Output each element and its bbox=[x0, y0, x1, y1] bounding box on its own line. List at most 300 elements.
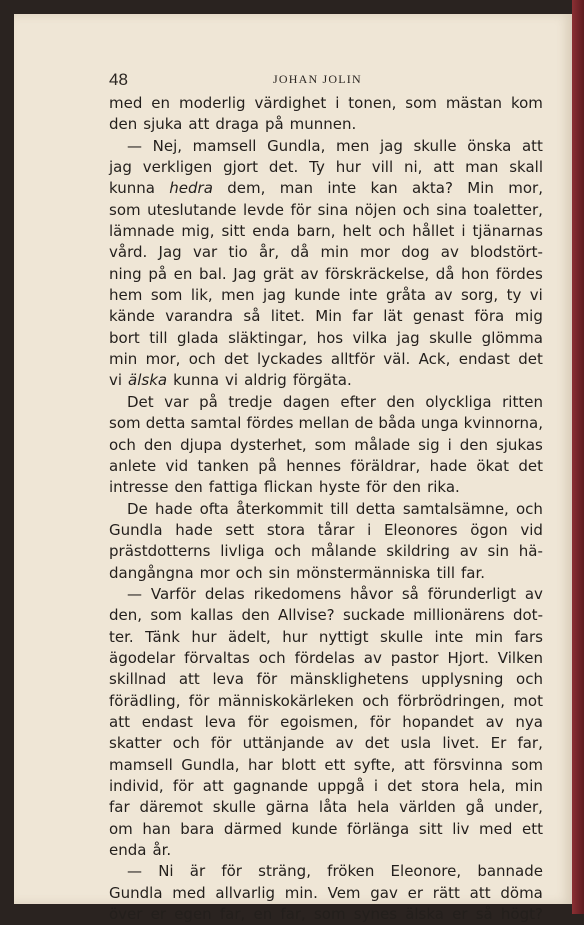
word: var bbox=[192, 243, 218, 262]
word: som bbox=[511, 755, 543, 774]
word: men bbox=[335, 136, 370, 155]
word: fröken bbox=[327, 862, 375, 881]
word: för bbox=[188, 691, 210, 710]
word: livliga bbox=[220, 542, 265, 561]
word: föra bbox=[474, 307, 505, 326]
word: att bbox=[403, 755, 425, 774]
word: med bbox=[109, 94, 143, 112]
word: väl. bbox=[383, 350, 411, 369]
word: tonen, bbox=[348, 94, 397, 112]
word: detta bbox=[145, 414, 186, 433]
word: under, bbox=[494, 798, 543, 817]
word: inte bbox=[327, 179, 357, 198]
word: att bbox=[469, 883, 491, 902]
word: försvinna bbox=[433, 755, 503, 774]
word: — bbox=[127, 584, 142, 603]
word: håvor bbox=[350, 584, 393, 603]
word: draga bbox=[215, 115, 259, 134]
word: en bbox=[151, 94, 171, 112]
word: tio bbox=[228, 243, 248, 262]
word: ritten bbox=[502, 392, 543, 411]
word: Jag bbox=[158, 243, 182, 262]
text-line bbox=[109, 819, 543, 840]
word: den bbox=[459, 435, 488, 454]
word: hade bbox=[154, 499, 193, 518]
word: tredje bbox=[228, 392, 273, 411]
word: skall bbox=[509, 158, 543, 177]
word: älska bbox=[405, 905, 444, 924]
word: med bbox=[172, 883, 206, 902]
word: sjuka bbox=[143, 115, 183, 134]
word: hennes bbox=[286, 456, 342, 475]
word: rikedomens bbox=[253, 584, 342, 603]
word: av bbox=[300, 264, 319, 283]
word: Varför bbox=[150, 584, 196, 603]
word: leva bbox=[204, 712, 237, 731]
text-line bbox=[109, 435, 543, 456]
word: fördes bbox=[495, 264, 543, 283]
word: och bbox=[402, 200, 430, 219]
word: rätt bbox=[432, 883, 460, 902]
word: varandra bbox=[165, 307, 234, 326]
word: gråta bbox=[385, 286, 426, 305]
word: som bbox=[313, 905, 346, 924]
word: förvaltas bbox=[184, 648, 250, 667]
word: på bbox=[258, 456, 277, 475]
word: hade bbox=[175, 520, 213, 539]
word: bara bbox=[180, 819, 215, 838]
word: glömma bbox=[481, 328, 543, 347]
word: att bbox=[178, 670, 200, 689]
text-line bbox=[109, 541, 543, 562]
word: och bbox=[516, 499, 543, 518]
word: Jag bbox=[233, 264, 257, 283]
word: som bbox=[150, 606, 182, 625]
word: fars bbox=[514, 627, 543, 646]
word: hela bbox=[357, 798, 390, 817]
word: gärna bbox=[265, 798, 310, 817]
word: kunna bbox=[109, 179, 155, 198]
page-number: 48 bbox=[109, 70, 128, 89]
text-line bbox=[109, 691, 543, 712]
word: kunde bbox=[291, 819, 338, 838]
running-head: JOHAN JOLIN bbox=[273, 72, 362, 86]
text-line bbox=[109, 349, 543, 370]
word: samtal bbox=[190, 414, 242, 433]
word: för bbox=[290, 200, 312, 219]
word: den bbox=[392, 478, 422, 497]
word: suckade bbox=[342, 606, 405, 625]
word: av bbox=[363, 648, 382, 667]
word: år. bbox=[152, 841, 172, 860]
word: lyckades bbox=[257, 350, 323, 369]
word: kände bbox=[109, 307, 155, 326]
word: djupa bbox=[180, 435, 223, 454]
word: glada bbox=[177, 328, 219, 347]
word: blott bbox=[281, 755, 316, 774]
text-line bbox=[109, 669, 543, 690]
text-line bbox=[109, 114, 543, 135]
word: skulle bbox=[413, 136, 457, 155]
word: på bbox=[264, 115, 284, 134]
word: gå bbox=[465, 798, 485, 817]
word: min bbox=[109, 350, 138, 369]
text-line bbox=[109, 200, 543, 221]
word: sin bbox=[487, 542, 510, 561]
word: hopandet bbox=[402, 712, 474, 731]
word: den bbox=[174, 478, 203, 497]
word: genast bbox=[412, 307, 465, 326]
word: vilka bbox=[352, 328, 388, 347]
word: kallas bbox=[190, 606, 234, 625]
word: var bbox=[164, 392, 189, 411]
word: och bbox=[516, 670, 543, 689]
text-line bbox=[109, 499, 543, 520]
word: endast bbox=[141, 712, 193, 731]
word: de bbox=[354, 414, 374, 433]
word: det bbox=[518, 456, 543, 475]
word: kom bbox=[510, 94, 543, 112]
word: leva bbox=[212, 670, 244, 689]
word: det bbox=[518, 350, 543, 369]
word: men bbox=[221, 286, 255, 305]
word: skillnad bbox=[109, 670, 167, 689]
word: stora bbox=[421, 777, 460, 795]
word: och bbox=[362, 691, 390, 710]
word: syfte, bbox=[353, 755, 396, 774]
word: så bbox=[401, 584, 419, 603]
word: Ty bbox=[309, 158, 325, 177]
word: blodstört- bbox=[470, 243, 543, 262]
word: stora bbox=[266, 520, 306, 539]
word: Gundla bbox=[109, 520, 163, 539]
word: den bbox=[241, 606, 270, 625]
word: och bbox=[235, 563, 263, 582]
word: vi bbox=[225, 371, 239, 390]
word: kvinnorna, bbox=[463, 414, 543, 433]
word: det bbox=[224, 350, 249, 369]
word: och bbox=[378, 222, 406, 241]
word: individ, bbox=[109, 777, 164, 795]
text-line bbox=[109, 413, 543, 434]
text-line bbox=[109, 840, 543, 861]
word: nyttigt bbox=[318, 627, 369, 646]
word: levde bbox=[242, 200, 285, 219]
word: till bbox=[149, 328, 168, 347]
word: — bbox=[127, 136, 142, 155]
word: fördes bbox=[246, 414, 294, 433]
word: far, bbox=[219, 905, 246, 924]
word: att bbox=[202, 777, 224, 795]
word: aldrig bbox=[244, 371, 287, 390]
word: upplysning bbox=[421, 670, 504, 689]
word: av bbox=[485, 712, 504, 731]
word: förskräckelse, bbox=[325, 264, 430, 283]
word: båda bbox=[378, 414, 416, 433]
word: samtalsämne, bbox=[402, 499, 509, 518]
word: inte bbox=[348, 286, 378, 305]
word: och bbox=[258, 648, 286, 667]
text-line bbox=[109, 627, 543, 648]
word: olyckliga bbox=[425, 392, 492, 411]
word: inte bbox=[434, 627, 464, 646]
word: att bbox=[188, 115, 210, 134]
page-header bbox=[109, 70, 543, 92]
word: uttänjande bbox=[242, 734, 325, 753]
word: pastor bbox=[390, 648, 439, 667]
word: man bbox=[279, 179, 314, 198]
word: ökat bbox=[476, 456, 510, 475]
word: en bbox=[253, 905, 273, 924]
word: av bbox=[440, 243, 459, 262]
word: skulle bbox=[429, 328, 473, 347]
body-text bbox=[109, 93, 543, 925]
word: mästan bbox=[445, 94, 503, 112]
word: föräldrar, bbox=[350, 456, 421, 475]
text-line bbox=[109, 456, 543, 477]
word: däremot bbox=[139, 798, 203, 817]
text-line bbox=[109, 712, 543, 733]
word: då bbox=[290, 243, 310, 262]
word: prästdotterns bbox=[109, 542, 211, 561]
word: därmed bbox=[223, 819, 282, 838]
word: kunna bbox=[173, 371, 220, 390]
word: dot- bbox=[512, 606, 543, 625]
word: är bbox=[189, 862, 206, 881]
word: har bbox=[247, 755, 273, 774]
text-line bbox=[109, 328, 543, 349]
word: ett bbox=[521, 819, 543, 838]
word: millionärens bbox=[413, 606, 505, 625]
word: vill bbox=[371, 158, 394, 177]
word: hä- bbox=[518, 542, 543, 561]
word: att bbox=[109, 712, 130, 731]
word: till bbox=[436, 563, 456, 582]
word: grät bbox=[263, 264, 294, 283]
word: verkligen bbox=[142, 158, 213, 177]
word: tanken bbox=[197, 456, 249, 475]
word: Gundla, bbox=[267, 136, 326, 155]
word: som bbox=[150, 286, 183, 305]
word: skatter bbox=[109, 734, 162, 753]
word: hade bbox=[429, 456, 468, 475]
word: gav bbox=[370, 883, 398, 902]
word: ni, bbox=[403, 158, 423, 177]
word: år, bbox=[259, 243, 280, 262]
word: så bbox=[243, 307, 261, 326]
word: Vem bbox=[327, 883, 361, 902]
word: alltför bbox=[330, 350, 375, 369]
word: mig bbox=[514, 307, 543, 326]
word: hållet bbox=[412, 222, 455, 241]
word: man bbox=[465, 158, 499, 177]
word: Eleonore, bbox=[390, 862, 462, 881]
word: jag bbox=[396, 328, 420, 347]
text-line bbox=[109, 136, 543, 157]
word: sorg, bbox=[460, 286, 499, 305]
word: i bbox=[335, 94, 340, 112]
word: skildring bbox=[386, 542, 450, 561]
word: i bbox=[461, 222, 466, 241]
word: som bbox=[405, 94, 437, 112]
word: förgäta. bbox=[292, 371, 352, 390]
word: och bbox=[109, 435, 136, 454]
word: min bbox=[514, 777, 543, 795]
word: som bbox=[109, 200, 141, 219]
word: han bbox=[142, 819, 171, 838]
word: med bbox=[479, 819, 513, 838]
word: och bbox=[188, 350, 216, 369]
word: toaletter, bbox=[473, 200, 543, 219]
word: kunde bbox=[294, 286, 341, 305]
word: mig, bbox=[181, 222, 215, 241]
word: om bbox=[109, 819, 133, 838]
word: värdighet bbox=[254, 94, 327, 112]
word: i bbox=[367, 520, 372, 539]
text-line bbox=[109, 520, 543, 541]
word: uteslutande bbox=[147, 200, 237, 219]
word: av bbox=[524, 584, 543, 603]
word: sitt bbox=[418, 819, 443, 838]
word: far bbox=[352, 307, 373, 326]
word: Det bbox=[127, 392, 154, 411]
word: en bbox=[173, 264, 193, 283]
word: världen bbox=[399, 798, 456, 817]
word: lämnade bbox=[109, 222, 175, 241]
word: sina bbox=[436, 200, 467, 219]
text-line bbox=[109, 264, 543, 285]
word: hur bbox=[282, 627, 308, 646]
word: att bbox=[433, 158, 455, 177]
word: målande bbox=[311, 542, 377, 561]
word: nya bbox=[515, 712, 543, 731]
word: bal. bbox=[199, 264, 227, 283]
word: sitt bbox=[221, 222, 246, 241]
word: egoismen, bbox=[280, 712, 359, 731]
word: flickan bbox=[263, 478, 313, 497]
text-line bbox=[109, 178, 543, 199]
word: far bbox=[109, 798, 130, 817]
word: döma bbox=[500, 883, 543, 902]
word: målade bbox=[354, 435, 411, 454]
word: livet. bbox=[442, 734, 480, 753]
word: vi bbox=[109, 371, 123, 390]
word: er bbox=[150, 905, 167, 924]
word: akta? bbox=[412, 179, 453, 198]
word: förädling, bbox=[109, 691, 181, 710]
word: som bbox=[109, 414, 141, 433]
word: det bbox=[387, 777, 412, 795]
word: tjänarnas bbox=[472, 222, 543, 241]
word: er bbox=[407, 883, 424, 902]
word: till bbox=[330, 499, 349, 518]
word: för bbox=[210, 734, 232, 753]
word: allvarlig bbox=[215, 883, 276, 902]
word: mönstermänniska bbox=[296, 563, 431, 582]
word: synes bbox=[353, 905, 398, 924]
text-line bbox=[109, 648, 543, 669]
word: mänsklighetens bbox=[289, 670, 409, 689]
word: mor, bbox=[508, 179, 543, 198]
text-line bbox=[109, 93, 543, 114]
word: rika. bbox=[427, 478, 460, 497]
word: dem, bbox=[227, 179, 266, 198]
word: bannade bbox=[477, 862, 543, 881]
word: vård. bbox=[109, 243, 148, 262]
word: ning bbox=[109, 264, 142, 283]
word: på bbox=[148, 264, 168, 283]
word: för bbox=[256, 670, 278, 689]
word: Gundla bbox=[109, 883, 163, 902]
word: fördelas bbox=[294, 648, 355, 667]
word: ter. bbox=[109, 627, 134, 646]
text-line bbox=[109, 605, 543, 626]
word: detta bbox=[355, 499, 396, 518]
word: jag bbox=[109, 158, 132, 177]
word: sett bbox=[225, 520, 255, 539]
word: Gundla, bbox=[181, 755, 240, 774]
word: önska bbox=[467, 136, 512, 155]
word: barn, bbox=[296, 222, 336, 241]
text-line bbox=[109, 370, 543, 391]
word: usla bbox=[400, 734, 432, 753]
word: Er bbox=[490, 734, 507, 753]
text-line bbox=[109, 392, 543, 413]
word: över bbox=[109, 905, 143, 924]
word: den, bbox=[109, 606, 143, 625]
word: anlete bbox=[109, 456, 157, 475]
word: det bbox=[364, 734, 390, 753]
word: bort bbox=[109, 328, 140, 347]
word: ägodelar bbox=[109, 648, 176, 667]
word: mor, bbox=[145, 350, 181, 369]
text-line bbox=[109, 861, 543, 882]
word: högt? bbox=[500, 905, 543, 924]
word: för bbox=[247, 712, 269, 731]
word: vid bbox=[520, 520, 543, 539]
word: lät bbox=[383, 307, 403, 326]
text-line bbox=[109, 755, 543, 776]
word: mot bbox=[513, 691, 543, 710]
word: den bbox=[109, 115, 138, 134]
word: kan bbox=[370, 179, 398, 198]
word: min bbox=[474, 627, 504, 646]
word: ögon bbox=[470, 520, 508, 539]
word: hur bbox=[191, 627, 217, 646]
word: dysterhet, bbox=[230, 435, 307, 454]
text-line bbox=[109, 733, 543, 754]
text-line bbox=[109, 797, 543, 818]
word: förunderligt bbox=[427, 584, 516, 603]
text-line bbox=[109, 883, 543, 904]
word: far, bbox=[517, 734, 543, 753]
word: litet. bbox=[270, 307, 305, 326]
text-line bbox=[109, 904, 543, 925]
word: hela, bbox=[468, 777, 506, 795]
word: jag bbox=[379, 136, 403, 155]
word: så bbox=[475, 905, 493, 924]
word: enda bbox=[109, 841, 147, 860]
word: ofta bbox=[199, 499, 229, 518]
word: återkommit bbox=[236, 499, 324, 518]
text-line bbox=[109, 477, 543, 498]
word: far. bbox=[461, 563, 486, 582]
word: i bbox=[447, 435, 452, 454]
word: den bbox=[143, 435, 173, 454]
word: sig bbox=[418, 435, 440, 454]
word: far, bbox=[280, 905, 306, 924]
word: Nej, bbox=[152, 136, 183, 155]
